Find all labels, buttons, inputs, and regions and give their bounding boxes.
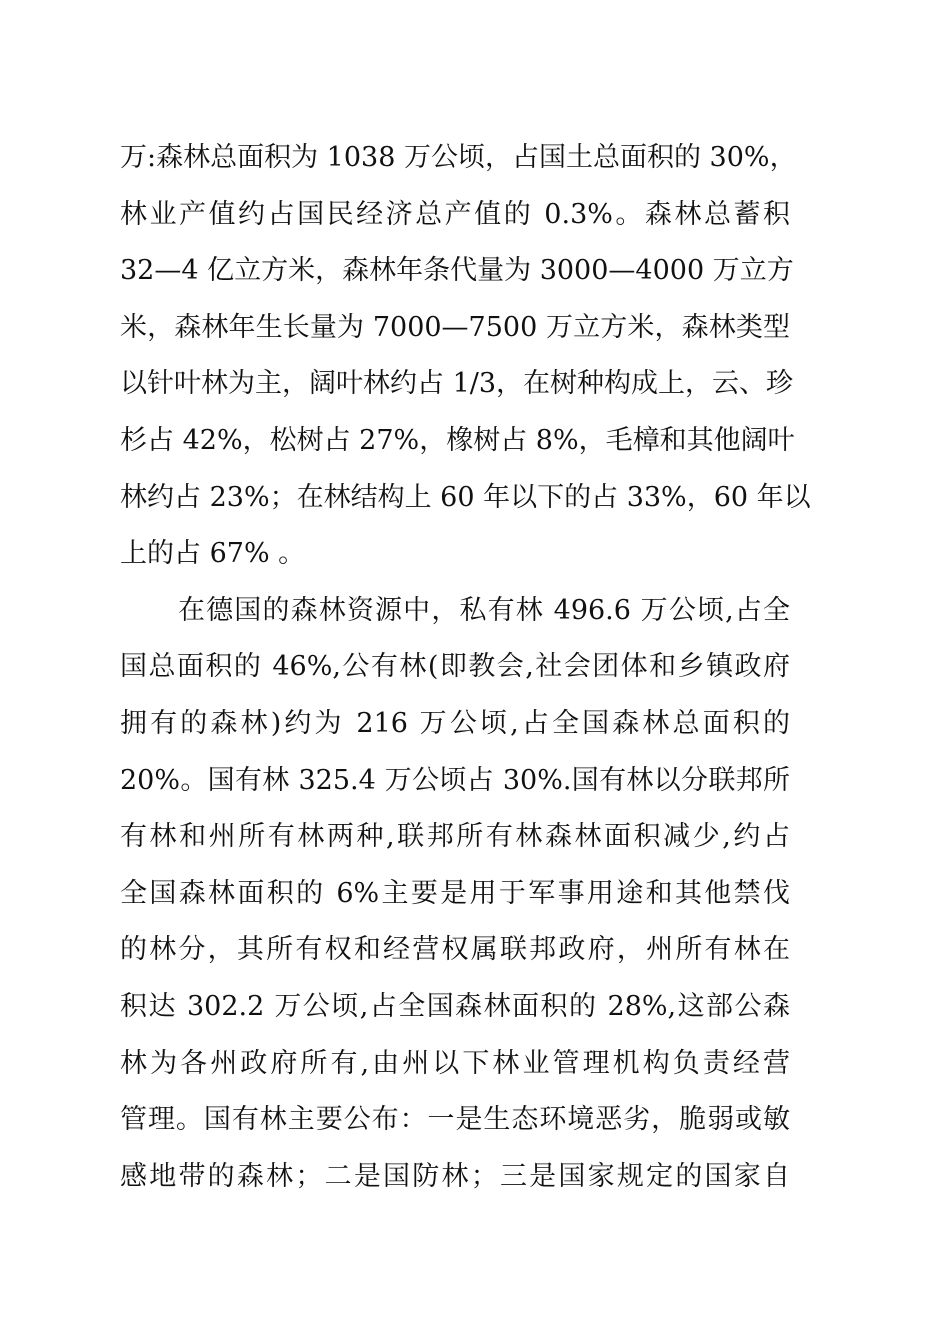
text-line: 在德国的森林资源中，私有林 496.6 万公顷,占全: [178, 594, 790, 626]
text-line: 32—4 亿立方米，森林年条代量为 3000—4000 万立方: [120, 255, 794, 287]
paragraph-forest-ownership: [120, 583, 790, 1206]
paragraph-forest-overview: [120, 130, 811, 583]
text-line: 万:森林总面积为 1038 万公顷，占国土总面积的 30%，: [120, 142, 797, 173]
text-line: 的林分，其所有权和经营权属联邦政府，州所有林在: [120, 934, 790, 966]
text-line: 林为各州政府所有,由州以下林业管理机构负责经营: [120, 1047, 790, 1079]
text-line: 林约占 23%；在林结构上 60 年以下的占 33%，60 年以: [120, 481, 811, 513]
text-line: 林业产值约占国民经济总产值的 0.3%。森林总蓄积: [120, 198, 790, 230]
text-line: 杉占 42%，松树占 27%，橡树占 8%，毛樟和其他阔叶: [120, 424, 795, 456]
text-line: 上的占 67% 。: [120, 538, 306, 570]
body-text: [120, 130, 811, 1205]
text-line: 有林和州所有林两种,联邦所有林森林面积减少,约占: [120, 821, 790, 853]
text-line: 国总面积的 46%,公有林(即教会,社会团体和乡镇政府: [120, 651, 790, 683]
text-line: 米，森林年生长量为 7000—7500 万立方米，森林类型: [120, 311, 790, 343]
text-line: 积达 302.2 万公顷,占全国森林面积的 28%,这部公森: [120, 990, 790, 1022]
text-line: 20%。国有林 325.4 万公顷占 30%.国有林以分联邦所: [120, 764, 790, 796]
text-line: 以针叶林为主，阔叶林约占 1/3，在树种构成上，云、珍: [120, 368, 794, 400]
text-line: 全国森林面积的 6%主要是用于军事用途和其他禁伐: [120, 877, 790, 909]
text-line: 管理。国有林主要公布：一是生态环境恶劣，脆弱或敏: [120, 1104, 790, 1136]
text-line: 拥有的森林)约为 216 万公顷,占全国森林总面积的: [120, 707, 790, 739]
text-line: 感地带的森林；二是国防林；三是国家规定的国家自: [120, 1160, 790, 1192]
